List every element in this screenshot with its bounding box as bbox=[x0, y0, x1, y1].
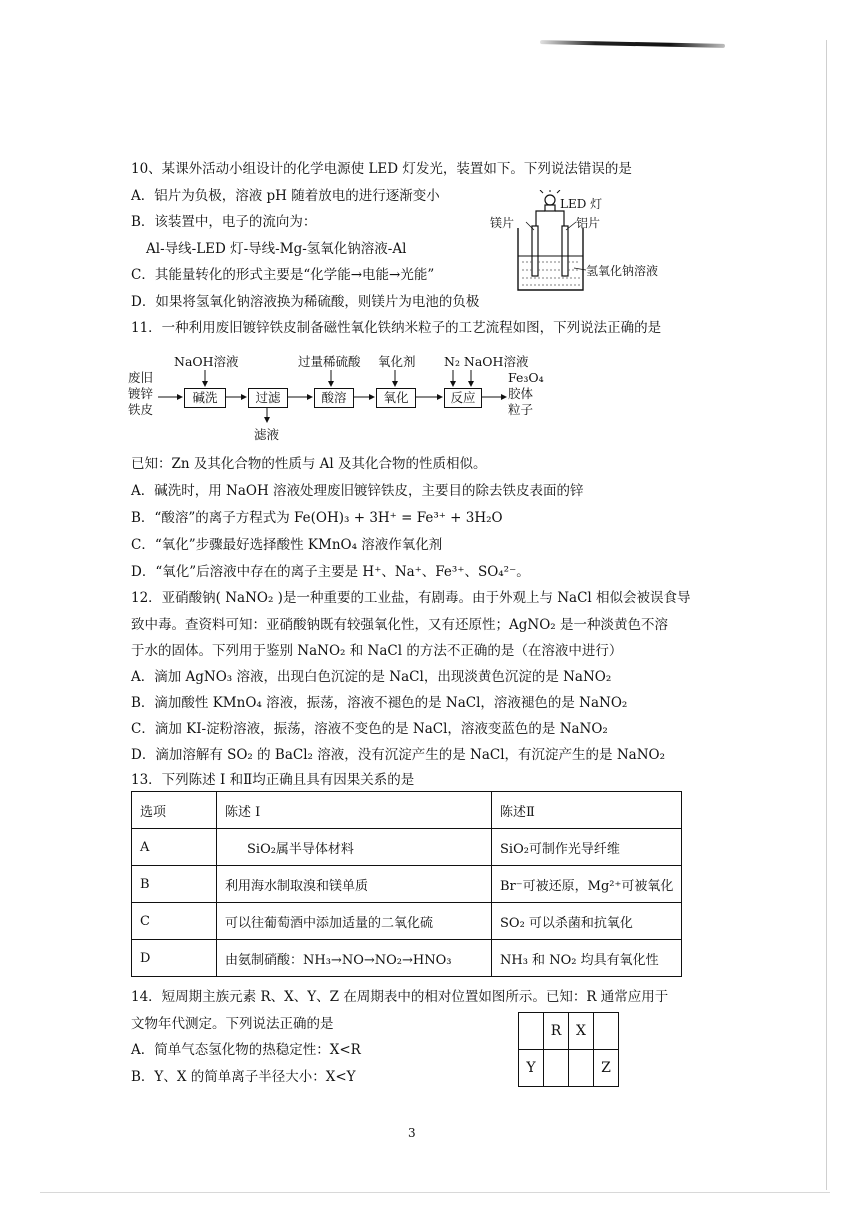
q10-option-b-cont: Al-导线-LED 灯-导线-Mg-氢氧化钠溶液-Al bbox=[146, 241, 407, 257]
row-c-option: C bbox=[132, 903, 217, 940]
row-c-statement-2: SO₂ 可以杀菌和抗氧化 bbox=[492, 903, 682, 940]
flow-product-3: 粒子 bbox=[508, 402, 534, 417]
row-a-option: A bbox=[132, 829, 217, 866]
row-b-option: B bbox=[132, 866, 217, 903]
flow-start-2: 镀锌 bbox=[128, 386, 154, 401]
table-row bbox=[132, 903, 682, 940]
q10-option-d: D．如果将氢氧化钠溶液换为稀硫酸，则镁片为电池的负极 bbox=[131, 294, 480, 310]
q11-known: 已知：Zn 及其化合物的性质与 Al 及其化合物的性质相似。 bbox=[131, 456, 487, 472]
page-edge-bottom bbox=[40, 1192, 830, 1193]
page-edge-right bbox=[826, 40, 827, 1190]
grid-cell bbox=[544, 1050, 569, 1087]
q10-option-b: B．该装置中，电子的流向为： bbox=[131, 214, 317, 230]
grid-cell-y: Y bbox=[519, 1050, 544, 1087]
table-row bbox=[132, 829, 682, 866]
scan-mark bbox=[540, 40, 725, 48]
step-acid-dissolve: 酸溶 bbox=[314, 388, 354, 408]
q10-option-a: A．铝片为负极，溶液 pH 随着放电的进行逐渐变小 bbox=[131, 188, 440, 204]
page-number: 3 bbox=[408, 1126, 416, 1140]
flow-product-2: 胶体 bbox=[508, 386, 534, 401]
table-header-row bbox=[132, 792, 682, 829]
flow-filtrate: 滤液 bbox=[254, 427, 280, 442]
row-a-statement-1: SiO₂属半导体材料 bbox=[217, 829, 492, 866]
q14-option-a: A．简单气态氢化物的热稳定性：X<R bbox=[131, 1042, 361, 1058]
q10-option-c: C．其能量转化的形式主要是“化学能→电能→光能” bbox=[131, 267, 435, 283]
grid-cell-x: X bbox=[569, 1013, 594, 1050]
step-react: 反应 bbox=[444, 388, 482, 408]
q12-stem-2: 致中毒。查资料可知：亚硝酸钠既有较强氧化性，又有还原性；AgNO₂ 是一种淡黄色不溶 bbox=[131, 617, 668, 633]
al-electrode-label: 铝片 bbox=[576, 216, 601, 230]
q13-table bbox=[131, 791, 682, 977]
process-flow-diagram bbox=[128, 352, 558, 442]
q12-stem-1: 12．亚硝酸钠( NaNO₂ )是一种重要的工业盐，有剧毒。由于外观上与 NaCl 相似会被误食导 bbox=[131, 590, 691, 606]
q14-stem-1: 14．短周期主族元素 R、X、Y、Z 在周期表中的相对位置如图所示。已知：R 通常应用于 bbox=[131, 989, 669, 1005]
q11-option-c: C．“氧化”步骤最好选择酸性 KMnO₄ 溶液作氧化剂 bbox=[131, 537, 443, 553]
q12-option-d: D．滴加溶解有 SO₂ 的 BaCl₂ 溶液，没有沉淀产生的是 NaCl，有沉淀产生的是 NaNO₂ bbox=[131, 747, 665, 763]
row-d-option: D bbox=[132, 940, 217, 977]
q12-option-b: B．滴加酸性 KMnO₄ 溶液，振荡，溶液不褪色的是 NaCl，溶液褪色的是 NaNO₂ bbox=[131, 695, 628, 711]
flow-product-1: Fe₃O₄ bbox=[508, 370, 544, 385]
q10-stem: 10、某课外活动小组设计的化学电源使 LED 灯发光，装置如下。下列说法错误的是 bbox=[131, 161, 632, 177]
header-statement-1: 陈述 I bbox=[217, 792, 492, 829]
grid-cell-r: R bbox=[544, 1013, 569, 1050]
row-c-statement-1: 可以往葡萄酒中添加适量的二氧化硫 bbox=[217, 903, 492, 940]
step-oxidize: 氧化 bbox=[376, 388, 416, 408]
periodic-position-grid bbox=[518, 1012, 619, 1087]
flow-start-3: 铁皮 bbox=[128, 402, 154, 417]
grid-cell bbox=[594, 1013, 619, 1050]
reagent-n2-naoh: N₂ NaOH溶液 bbox=[444, 354, 529, 369]
table-row bbox=[132, 866, 682, 903]
solution-label: 氢氧化钠溶液 bbox=[586, 264, 659, 278]
battery-apparatus-diagram bbox=[488, 190, 678, 295]
grid-cell bbox=[519, 1013, 544, 1050]
q12-option-c: C．滴加 KI-淀粉溶液，振荡，溶液不变色的是 NaCl，溶液变蓝色的是 NaNO₂ bbox=[131, 721, 608, 737]
q14-stem-2: 文物年代测定。下列说法正确的是 bbox=[131, 1016, 334, 1032]
row-b-statement-2: Br⁻可被还原，Mg²⁺可被氧化 bbox=[492, 866, 682, 903]
reagent-oxidant: 氧化剂 bbox=[378, 354, 416, 369]
q11-option-a: A．碱洗时，用 NaOH 溶液处理废旧镀锌铁皮，主要目的除去铁皮表面的锌 bbox=[131, 483, 584, 499]
q14-option-b: B．Y、X 的简单离子半径大小：X<Y bbox=[131, 1069, 356, 1085]
q13-stem: 13．下列陈述 I 和Ⅱ均正确且具有因果关系的是 bbox=[131, 772, 415, 788]
q12-option-a: A．滴加 AgNO₃ 溶液，出现白色沉淀的是 NaCl，出现淡黄色沉淀的是 NaNO₂ bbox=[131, 669, 612, 685]
grid-cell-z: Z bbox=[594, 1050, 619, 1087]
row-d-statement-1: 由氨制硝酸：NH₃→NO→NO₂→HNO₃ bbox=[217, 940, 492, 977]
table-row bbox=[132, 940, 682, 977]
reagent-naoh: NaOH溶液 bbox=[174, 354, 239, 369]
q11-stem: 11．一种利用废旧镀锌铁皮制备磁性氧化铁纳米粒子的工艺流程如图，下列说法正确的是 bbox=[131, 320, 662, 336]
flow-start-1: 废旧 bbox=[128, 370, 154, 385]
q11-option-b: B．“酸溶”的离子方程式为 Fe(OH)₃ + 3H⁺ = Fe³⁺ + 3H₂O bbox=[131, 510, 503, 526]
row-a-statement-2: SiO₂可制作光导纤维 bbox=[492, 829, 682, 866]
grid-cell bbox=[569, 1050, 594, 1087]
header-option: 选项 bbox=[132, 792, 217, 829]
q11-option-d: D．“氧化”后溶液中存在的离子主要是 H⁺、Na⁺、Fe³⁺、SO₄²⁻。 bbox=[131, 564, 530, 580]
step-filter: 过滤 bbox=[248, 388, 288, 408]
row-b-statement-1: 利用海水制取溴和镁单质 bbox=[217, 866, 492, 903]
led-label: LED 灯 bbox=[560, 197, 603, 211]
row-d-statement-2: NH₃ 和 NO₂ 均具有氧化性 bbox=[492, 940, 682, 977]
step-alkali-wash: 碱洗 bbox=[184, 388, 226, 408]
mg-electrode-label: 镁片 bbox=[490, 216, 515, 230]
header-statement-2: 陈述Ⅱ bbox=[492, 792, 682, 829]
reagent-h2so4: 过量稀硫酸 bbox=[298, 354, 361, 369]
q12-stem-3: 于水的固体。下列用于鉴别 NaNO₂ 和 NaCl 的方法不正确的是（在溶液中进行） bbox=[131, 643, 623, 659]
